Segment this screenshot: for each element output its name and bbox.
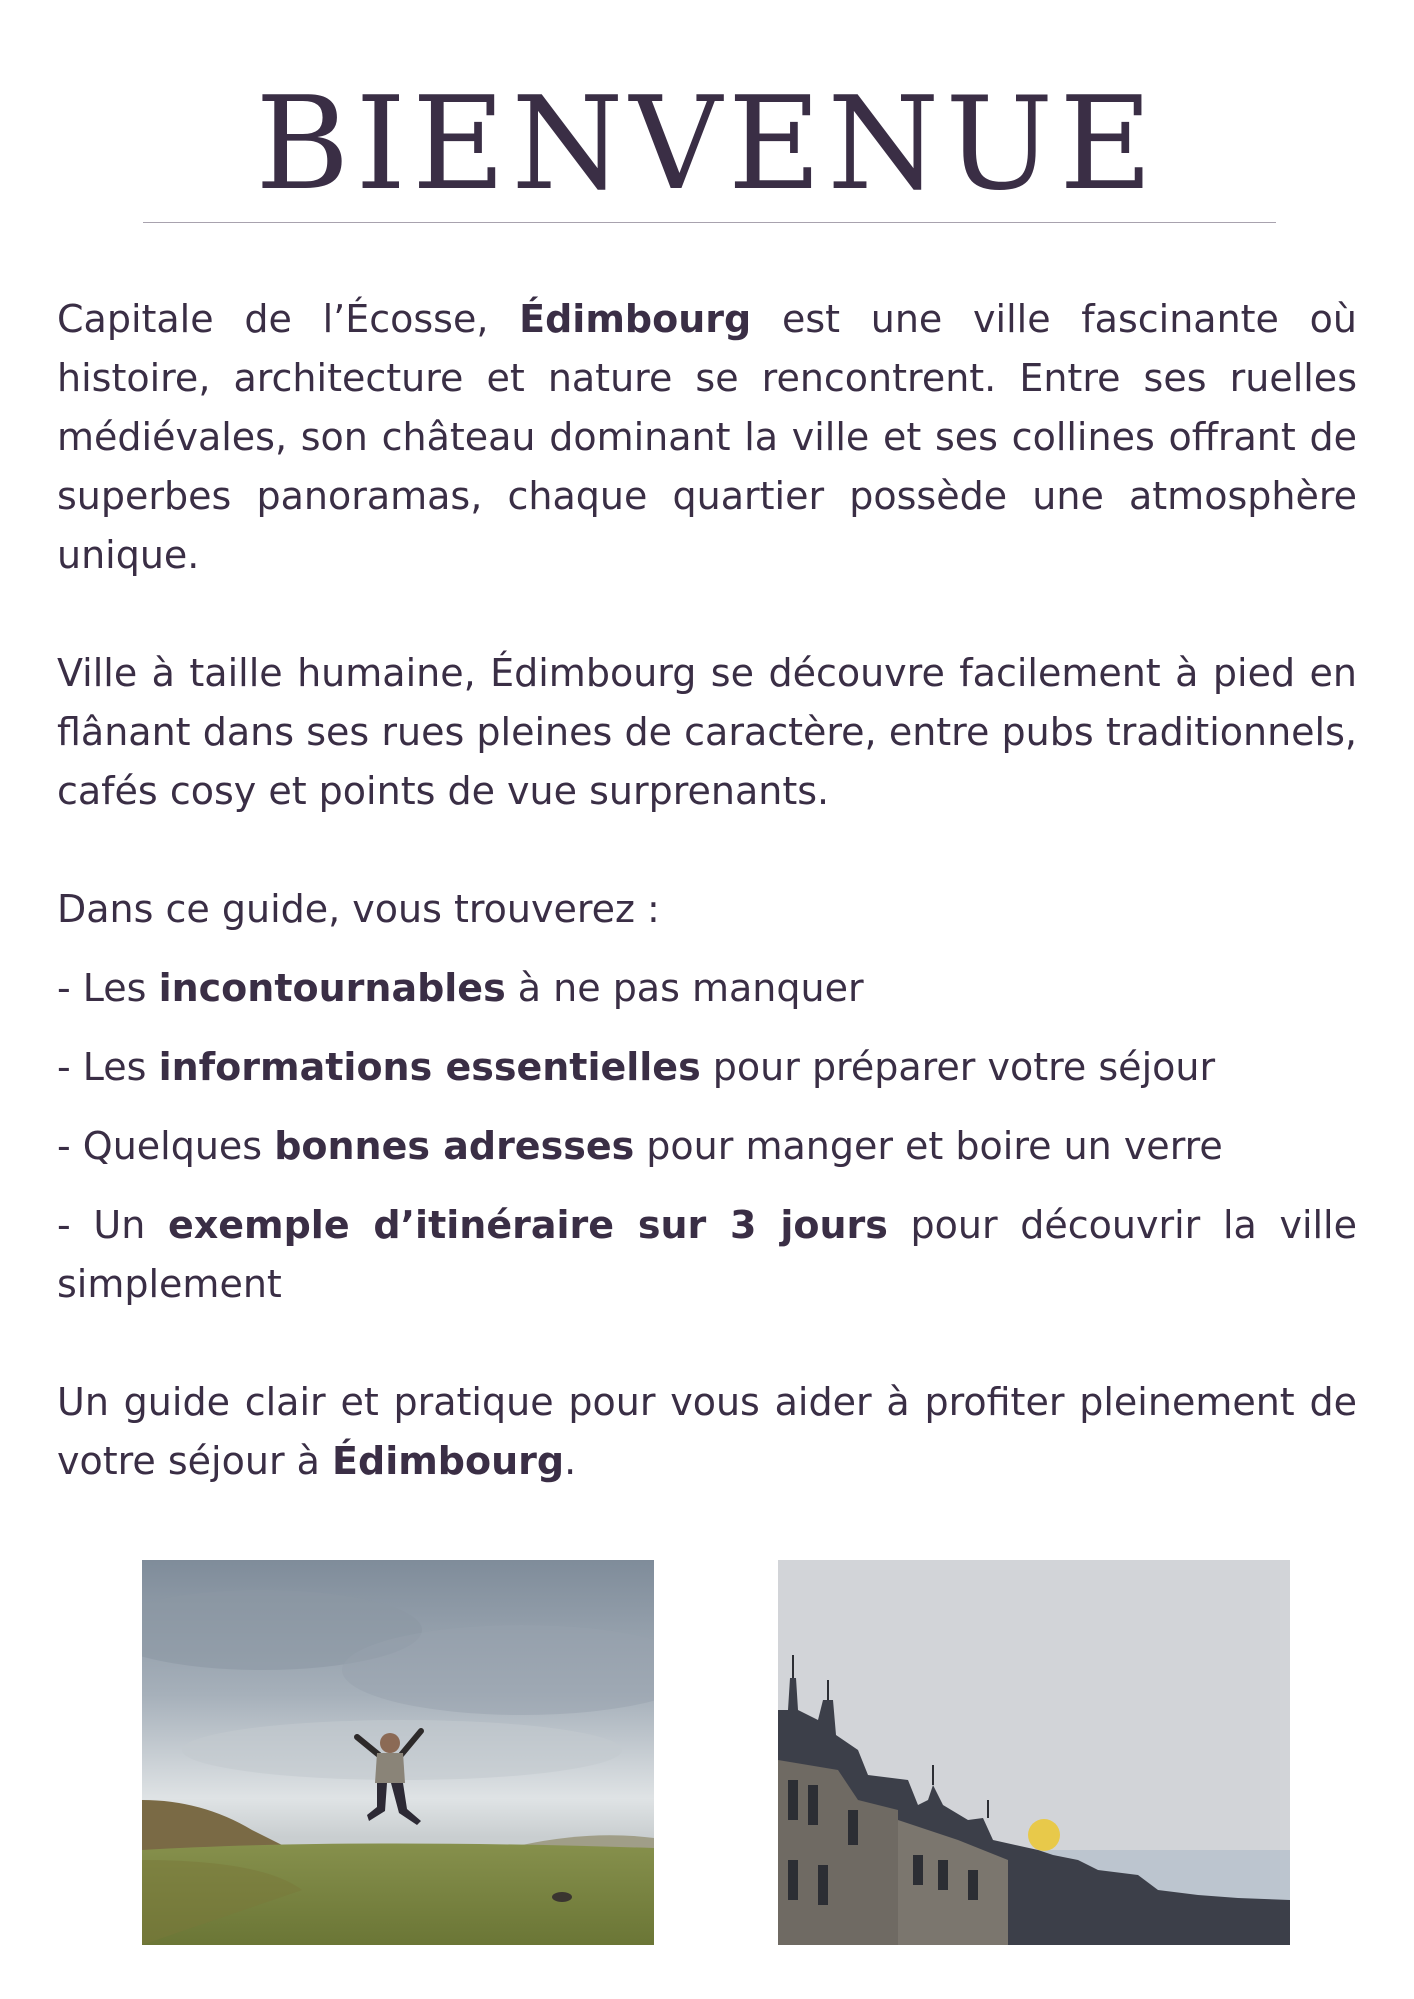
intro-paragraph-2: Ville à taille humaine, Édimbourg se découvre facilement à pied en flânant dans ses rues pleines de caractère, entre pubs traditionnels, cafés cosy et points de vue surprenants. [57, 651, 1357, 813]
text-run: à ne pas manquer [505, 966, 864, 1010]
bold-text: bonnes adresses [274, 1124, 635, 1168]
text-run: - Les [57, 1045, 159, 1089]
list-item [57, 1117, 1357, 1176]
closing-paragraph [57, 1373, 1357, 1491]
bold-text: incontournables [158, 966, 506, 1010]
bold-text: exemple d’itinéraire sur 3 jours [167, 1203, 888, 1247]
text-run: - Quelques [57, 1124, 275, 1168]
text-run: Capitale de l’Écosse, [57, 297, 520, 341]
text-run: pour découvrir la ville simplement [57, 1203, 1357, 1306]
text-run: Un guide clair et pratique pour vous aider à profiter pleinement de votre séjour à [57, 1380, 1357, 1483]
photo-rooftops-with-full-moon-icon [778, 1560, 1290, 1945]
list-item [57, 1038, 1357, 1097]
intro-paragraph-1 [57, 290, 1357, 585]
photo-person-jumping-on-hill [142, 1560, 654, 1945]
text-run: - Les [57, 966, 159, 1010]
text-run: - Un [57, 1203, 168, 1247]
photo-rooftops-with-full-moon [778, 1560, 1290, 1945]
guide-intro: Dans ce guide, vous trouverez : [57, 887, 660, 931]
bold-city-name: Édimbourg [332, 1439, 565, 1483]
bold-city-name: Édimbourg [519, 297, 752, 341]
text-run: . [564, 1439, 577, 1483]
text-run: pour manger et boire un verre [634, 1124, 1223, 1168]
body-text [57, 290, 1357, 1491]
list-item [57, 959, 1357, 1018]
title-divider [143, 222, 1276, 223]
page-title: BIENVENUE [255, 70, 1159, 219]
text-run: pour préparer votre séjour [700, 1045, 1216, 1089]
list-item [57, 1196, 1357, 1314]
bold-text: informations essentielles [158, 1045, 701, 1089]
photo-person-jumping-on-hill-icon [142, 1560, 654, 1945]
text-run: est une ville fascinante où histoire, architecture et nature se rencontrent. Entre ses ruelles médiévales, son château dominant la ville et ses collines offrant de superbes panoramas, chaque quartier possède une atmosphère unique. [57, 297, 1357, 577]
